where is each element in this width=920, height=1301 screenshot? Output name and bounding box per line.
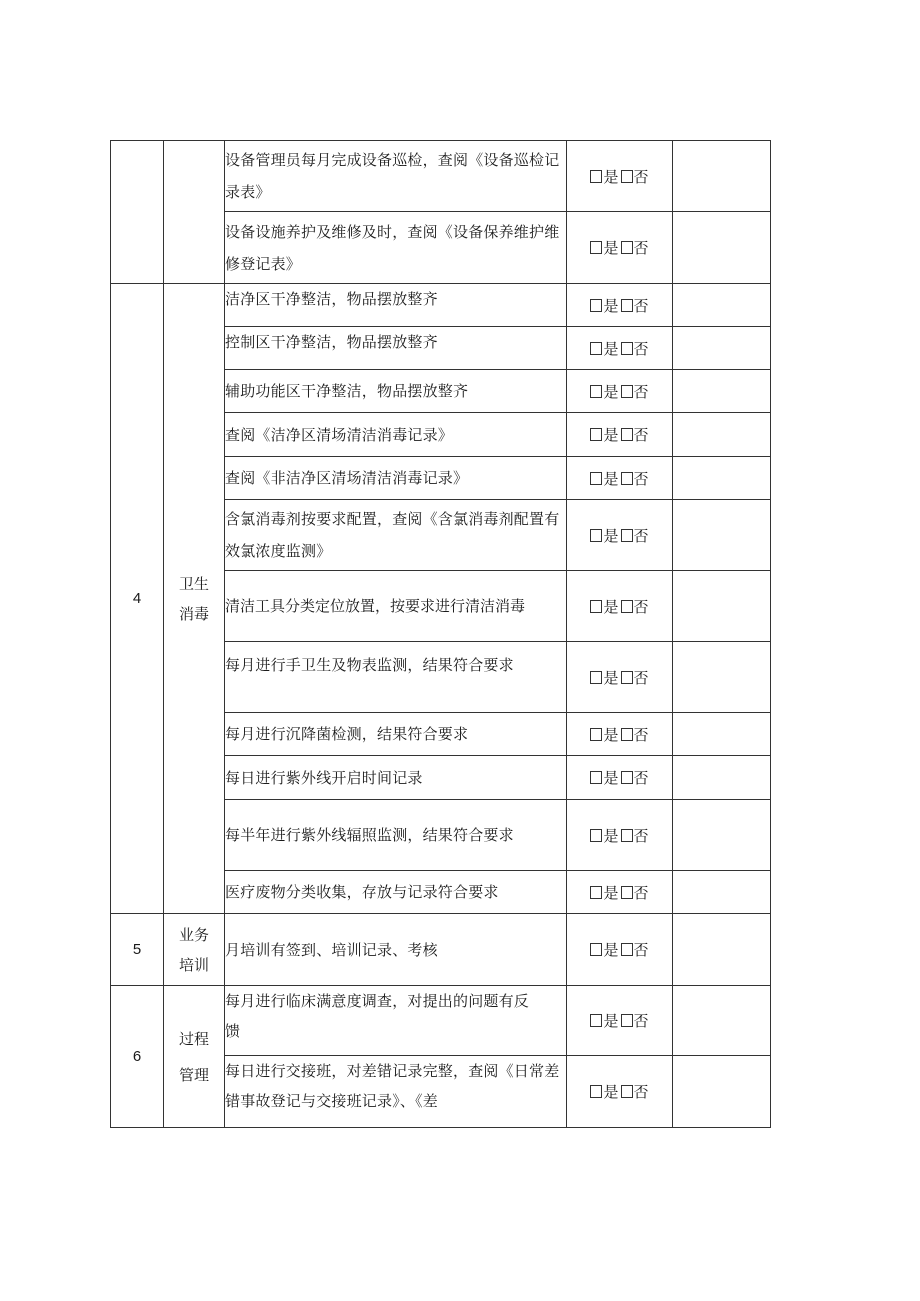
remark-cell[interactable] <box>673 756 771 800</box>
checkbox-no[interactable] <box>621 771 633 784</box>
yes-no-check[interactable]: 是 否 <box>567 756 673 800</box>
checkbox-no[interactable] <box>621 170 633 183</box>
category-label: 业务 培训 <box>164 914 225 986</box>
table-row <box>111 914 771 986</box>
item-description: 设备管理员每月完成设备巡检，查阅《设备巡检记录表》 <box>225 141 567 212</box>
checkbox-yes[interactable] <box>590 299 602 312</box>
item-description: 每日进行紫外线开启时间记录 <box>225 756 567 800</box>
checkbox-yes[interactable] <box>590 170 602 183</box>
item-description: 每月进行临床满意度调查，对提出的问题有反馈 <box>225 986 567 1056</box>
checkbox-no[interactable] <box>621 241 633 254</box>
checkbox-yes[interactable] <box>590 385 602 398</box>
yes-no-check[interactable]: 是 否 <box>567 457 673 500</box>
item-description: 每月进行沉降菌检测，结果符合要求 <box>225 713 567 756</box>
yes-no-check[interactable]: 是 否 <box>567 871 673 914</box>
checkbox-no[interactable] <box>621 1014 633 1027</box>
remark-cell[interactable] <box>673 457 771 500</box>
yes-no-check[interactable]: 是 否 <box>567 642 673 713</box>
table-row <box>111 141 771 212</box>
yes-no-check[interactable]: 是 否 <box>567 800 673 871</box>
item-description: 每日进行交接班，对差错记录完整，查阅《日常差错事故登记与交接班记录》、《差 <box>225 1056 567 1128</box>
table-row <box>111 986 771 1056</box>
yes-no-check[interactable]: 是 否 <box>567 713 673 756</box>
checkbox-yes[interactable] <box>590 1085 602 1098</box>
remark-cell[interactable] <box>673 327 771 370</box>
remark-cell[interactable] <box>673 1056 771 1128</box>
item-description: 查阅《非洁净区清场清洁消毒记录》 <box>225 457 567 500</box>
item-description: 查阅《洁净区清场清洁消毒记录》 <box>225 413 567 457</box>
checkbox-no[interactable] <box>621 428 633 441</box>
yes-no-check[interactable]: 是 否 <box>567 986 673 1056</box>
item-number-cell <box>111 141 164 284</box>
item-description: 控制区干净整洁，物品摆放整齐 <box>225 327 567 370</box>
item-description: 月培训有签到、培训记录、考核 <box>225 914 567 986</box>
item-description: 每月进行手卫生及物表监测，结果符合要求 <box>225 642 567 713</box>
checkbox-yes[interactable] <box>590 428 602 441</box>
remark-cell[interactable] <box>673 141 771 212</box>
checkbox-yes[interactable] <box>590 943 602 956</box>
checkbox-no[interactable] <box>621 472 633 485</box>
item-number: 6 <box>111 986 164 1128</box>
yes-no-check[interactable]: 是 否 <box>567 284 673 327</box>
remark-cell[interactable] <box>673 914 771 986</box>
checkbox-yes[interactable] <box>590 472 602 485</box>
checkbox-yes[interactable] <box>590 241 602 254</box>
category-label: 过程 管理 <box>164 986 225 1128</box>
item-description: 清洁工具分类定位放置，按要求进行清洁消毒 <box>225 571 567 642</box>
checkbox-yes[interactable] <box>590 1014 602 1027</box>
item-description: 含氯消毒剂按要求配置，查阅《含氯消毒剂配置有效氯浓度监测》 <box>225 500 567 571</box>
checkbox-no[interactable] <box>621 943 633 956</box>
checkbox-yes[interactable] <box>590 829 602 842</box>
checkbox-no[interactable] <box>621 671 633 684</box>
item-description: 医疗废物分类收集，存放与记录符合要求 <box>225 871 567 914</box>
table-row <box>111 284 771 327</box>
checkbox-no[interactable] <box>621 728 633 741</box>
yes-no-check[interactable]: 是 否 <box>567 914 673 986</box>
checkbox-no[interactable] <box>621 600 633 613</box>
checkbox-no[interactable] <box>621 342 633 355</box>
checkbox-no[interactable] <box>621 829 633 842</box>
remark-cell[interactable] <box>673 500 771 571</box>
item-number: 4 <box>111 284 164 914</box>
remark-cell[interactable] <box>673 571 771 642</box>
checkbox-no[interactable] <box>621 385 633 398</box>
yes-no-check[interactable]: 是 否 <box>567 370 673 413</box>
item-description: 设备设施养护及维修及时，查阅《设备保养维护维修登记表》 <box>225 212 567 284</box>
remark-cell[interactable] <box>673 986 771 1056</box>
remark-cell[interactable] <box>673 370 771 413</box>
checkbox-no[interactable] <box>621 299 633 312</box>
item-description: 洁净区干净整洁，物品摆放整齐 <box>225 284 567 327</box>
remark-cell[interactable] <box>673 284 771 327</box>
yes-no-check[interactable]: 是 否 <box>567 1056 673 1128</box>
item-description: 每半年进行紫外线辐照监测，结果符合要求 <box>225 800 567 871</box>
remark-cell[interactable] <box>673 642 771 713</box>
yes-no-check[interactable]: 是 否 <box>567 571 673 642</box>
remark-cell[interactable] <box>673 800 771 871</box>
checkbox-yes[interactable] <box>590 886 602 899</box>
yes-no-check[interactable]: 是 否 <box>567 327 673 370</box>
remark-cell[interactable] <box>673 871 771 914</box>
remark-cell[interactable] <box>673 212 771 284</box>
category-label: 卫生 消毒 <box>164 284 225 914</box>
checkbox-yes[interactable] <box>590 529 602 542</box>
checkbox-yes[interactable] <box>590 671 602 684</box>
category-cell <box>164 141 225 284</box>
item-description: 辅助功能区干净整洁，物品摆放整齐 <box>225 370 567 413</box>
checkbox-no[interactable] <box>621 1085 633 1098</box>
item-number: 5 <box>111 914 164 986</box>
checkbox-yes[interactable] <box>590 600 602 613</box>
checkbox-yes[interactable] <box>590 342 602 355</box>
remark-cell[interactable] <box>673 713 771 756</box>
yes-no-check[interactable]: 是 否 <box>567 413 673 457</box>
checkbox-no[interactable] <box>621 529 633 542</box>
inspection-table <box>110 140 771 1128</box>
remark-cell[interactable] <box>673 413 771 457</box>
checkbox-yes[interactable] <box>590 728 602 741</box>
checkbox-no[interactable] <box>621 886 633 899</box>
yes-no-check[interactable]: 是 否 <box>567 141 673 212</box>
yes-no-check[interactable]: 是 否 <box>567 500 673 571</box>
checkbox-yes[interactable] <box>590 771 602 784</box>
yes-no-check[interactable]: 是 否 <box>567 212 673 284</box>
